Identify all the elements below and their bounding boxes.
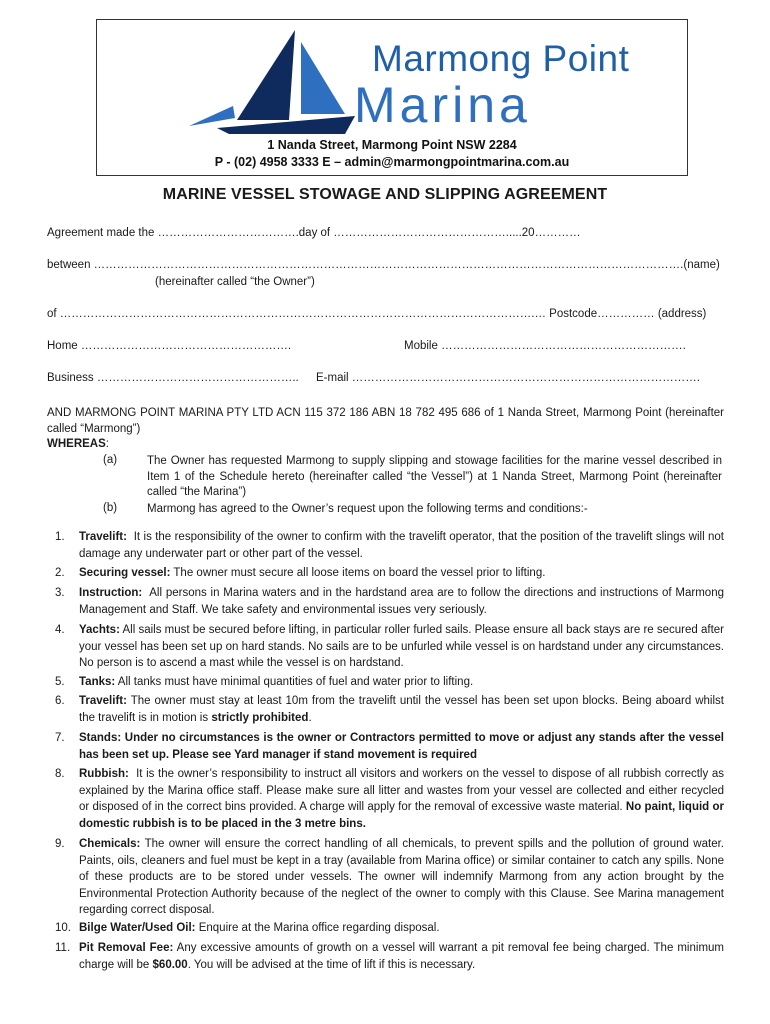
- clause-number: 6.: [55, 695, 65, 707]
- brand-subname: Marina: [354, 77, 531, 133]
- clause-body: Tanks: All tanks must have minimal quantities of fuel and water prior to lifting.: [79, 676, 474, 688]
- clause-body: Rubbish: It is the owner’s responsibility to instruct all visitors and workers on the vessel to dispose of all rubbish correctly as explained by the Marina office staff. Please make sure all litter and wastes from your vessel are collected and either recycled or disposed of in the correct bins provided. A charge will apply for the removal of excessive waste material. No paint, liquid or domestic rubbish is to be placed in the 3 metre bins.: [79, 768, 725, 830]
- clause-number: 9.: [55, 838, 65, 850]
- clause-body: Instruction: All persons in Marina waters and in the hardstand area are to follow the directions and instructions of Marmong Management and Staff. We take safety and environmental issues very seriously.: [79, 587, 724, 616]
- clause-body: Travelift: The owner must stay at least 10m from the travelift until the vessel has been set upon blocks. Being aboard whilst the travelift is in motion is strictly prohibited.: [79, 695, 724, 724]
- clause-body: Stands: Under no circumstances is the owner or Contractors permitted to move or adjust any stands after the vessel has been set up. Please see Yard manager if stand movement is required: [79, 732, 724, 761]
- business-phone-field[interactable]: Business ……………………………………………..: [47, 372, 299, 384]
- clause-number: 8.: [55, 768, 65, 780]
- agreement-date-field[interactable]: Agreement made the ……………………………….day of ……………………………………….....20…………: [47, 227, 581, 239]
- clause-body: Bilge Water/Used Oil: Enquire at the Marina office regarding disposal.: [79, 922, 440, 934]
- recital-b-text: Marmong has agreed to the Owner’s request upon the following terms and conditions:-: [147, 503, 588, 515]
- clause-number: 10.: [55, 922, 71, 934]
- sailboat-logo-icon: [177, 26, 367, 138]
- clause-number: 2.: [55, 567, 65, 579]
- owner-note: (hereinafter called “the Owner”): [155, 276, 315, 288]
- document-title: MARINE VESSEL STOWAGE AND SLIPPING AGREEMENT: [162, 186, 608, 203]
- clause-number: 4.: [55, 624, 65, 636]
- clause-body: Chemicals: The owner will ensure the correct handling of all chemicals, to prevent spills and the pollution of ground water. Paints, oils, cleaners and fuel must be kept in a tray (available from Marina office) or similar container to catch any spills. None of these products are to be stored under vessels. The owner will indemnify Marmong from any action brought by the Environmental Protection Authority because of the neglect of the owner to comply with this Clause. See Marina management regarding correct disposal.: [79, 838, 724, 917]
- mobile-phone-field[interactable]: Mobile ……………………………………………………….: [404, 340, 686, 352]
- clause-number: 3.: [55, 587, 65, 599]
- email-field[interactable]: E-mail ……………………………………………………………………………….: [316, 372, 700, 384]
- letterhead: [96, 19, 688, 176]
- contact-details: P - (02) 4958 3333 E – admin@marmongpointmarina.com.au: [214, 155, 570, 169]
- clause-number: 7.: [55, 732, 65, 744]
- clause-number: 11.: [55, 942, 71, 954]
- clause-body: Travelift: It is the responsibility of the owner to confirm with the travelift operator, that the position of the travelift slings will not damage any underwater part or other part of the vessel.: [79, 531, 725, 560]
- recital-a-label: (a): [103, 454, 118, 466]
- clause-body: Pit Removal Fee: Any excessive amounts of growth on a vessel will warrant a pit removal fee being charged. The minimum charge will be $60.00. You will be advised at the time of lift if this is necessary.: [79, 942, 724, 971]
- recital-b-label: (b): [103, 502, 118, 514]
- clause-body: Yachts: All sails must be secured before lifting, in particular roller furled sails. Please ensure all back stays are re secured after your vessel has been set up on hard stands. No sails are to be unfurled while vessel is on hardstand under any circumstances. No person is to ascend a mast while the vessel is on hardstand.: [79, 624, 724, 670]
- street-address: 1 Nanda Street, Marmong Point NSW 2284: [267, 138, 517, 152]
- whereas-heading: WHEREAS:: [47, 438, 109, 450]
- recital-a-text: The Owner has requested Marmong to supply slipping and stowage facilities for the marine vessel described in Item 1 of the Schedule hereto (hereinafter called “the Vessel”) at 1 Nanda Street, Marmong Point (hereinafter called “the Marina”): [147, 455, 722, 498]
- home-phone-field[interactable]: Home ……………………………………………….: [47, 340, 292, 352]
- parties-recital: AND MARMONG POINT MARINA PTY LTD ACN 115 372 186 ABN 18 782 495 686 of 1 Nanda Street, Marmong Point (hereinafter called “Marmong”): [47, 407, 724, 435]
- clause-number: 5.: [55, 676, 65, 688]
- brand-name: Marmong Point: [372, 38, 630, 79]
- owner-address-field[interactable]: of …………………………………………………………………………………………………………….… Postcode…………… (address): [47, 308, 707, 320]
- owner-name-field[interactable]: between ……………………………………………………………………………………………………………………………………….(name): [47, 259, 720, 271]
- clause-body: Securing vessel: The owner must secure all loose items on board the vessel prior to lifting.: [79, 567, 546, 579]
- clause-number: 1.: [55, 531, 65, 543]
